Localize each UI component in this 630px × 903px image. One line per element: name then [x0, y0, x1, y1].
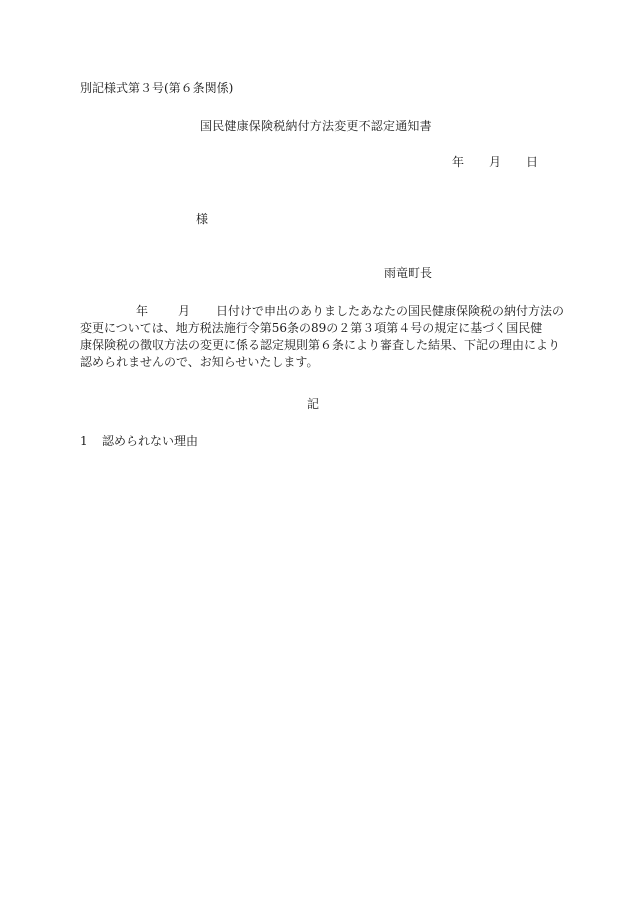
date-day: 日 [526, 155, 539, 169]
list-item [80, 434, 198, 448]
issuer-name: 雨竜町長 [384, 266, 433, 280]
document-title: 国民健康保険税納付方法変更不認定通知書 [200, 119, 432, 133]
body-line-1-rest: 日付けで申出のありましたあなたの国民健康保険税の納付方法の [216, 304, 565, 318]
ki-heading: 記 [307, 397, 320, 411]
body-line-1 [80, 303, 565, 320]
date-year: 年 [452, 155, 465, 169]
body-text [80, 303, 565, 371]
item-number: 1 [80, 434, 88, 448]
body-line-2: 変更については、地方税法施行令第56条の89の２第３項第４号の規定に基づく国民健 [80, 321, 543, 335]
body-month: 月 [178, 304, 191, 318]
body-line-3: 康保険税の徴収方法の変更に係る認定規則第６条により審査した結果、下記の理由により [80, 338, 561, 352]
date-month: 月 [489, 155, 502, 169]
body-year: 年 [136, 304, 149, 318]
form-label: 別記様式第３号(第６条関係) [80, 81, 234, 95]
addressee: 様 [196, 212, 209, 226]
date-line [452, 155, 538, 169]
item-label: 認められない理由 [102, 434, 199, 448]
body-line-4: 認められませんので、お知らせいたします。 [80, 355, 319, 369]
